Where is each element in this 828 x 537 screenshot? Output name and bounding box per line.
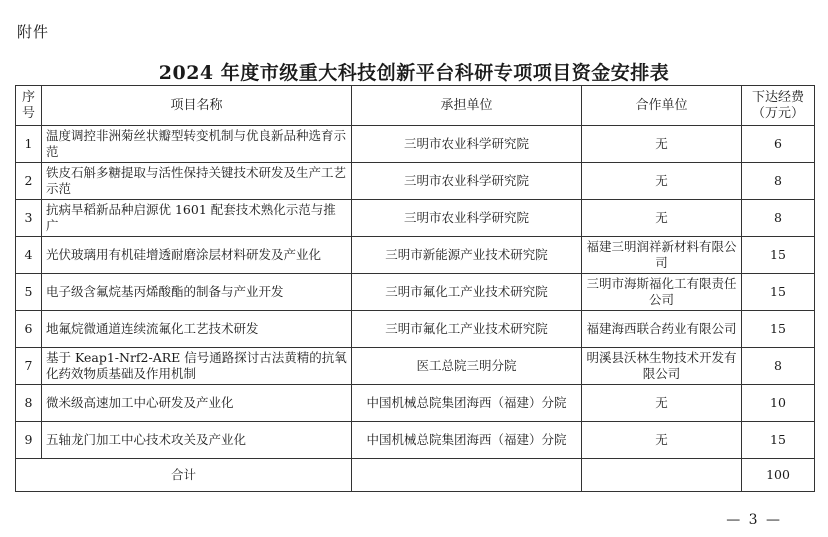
cell-partner: 福建海西联合药业有限公司 xyxy=(582,311,742,348)
cell-undertaker: 三明市新能源产业技术研究院 xyxy=(352,237,582,274)
cell-name: 电子级含氟烷基丙烯酸酯的制备与产业开发 xyxy=(42,274,352,311)
total-empty-cell xyxy=(582,459,742,492)
header-undertaker: 承担单位 xyxy=(352,86,582,126)
cell-undertaker: 三明市氟化工产业技术研究院 xyxy=(352,274,582,311)
cell-undertaker: 医工总院三明分院 xyxy=(352,348,582,385)
cell-no: 7 xyxy=(16,348,42,385)
cell-funding: 10 xyxy=(742,385,815,422)
attachment-label: 附件 xyxy=(17,23,50,41)
cell-funding: 15 xyxy=(742,311,815,348)
header-name: 项目名称 xyxy=(42,86,352,126)
cell-no: 5 xyxy=(16,274,42,311)
cell-undertaker: 中国机械总院集团海西（福建）分院 xyxy=(352,422,582,459)
cell-partner: 无 xyxy=(582,385,742,422)
cell-name: 抗病旱稻新品种启源优 1601 配套技术熟化示范与推广 xyxy=(42,200,352,237)
cell-no: 3 xyxy=(16,200,42,237)
cell-funding: 15 xyxy=(742,274,815,311)
total-empty-cell xyxy=(352,459,582,492)
cell-undertaker: 中国机械总院集团海西（福建）分院 xyxy=(352,385,582,422)
table-row xyxy=(16,385,815,422)
cell-partner: 无 xyxy=(582,126,742,163)
cell-name: 微米级高速加工中心研发及产业化 xyxy=(42,385,352,422)
table-row xyxy=(16,237,815,274)
cell-funding: 8 xyxy=(742,200,815,237)
cell-no: 2 xyxy=(16,163,42,200)
header-partner: 合作单位 xyxy=(582,86,742,126)
table-row xyxy=(16,422,815,459)
cell-funding: 15 xyxy=(742,422,815,459)
cell-partner: 明溪县沃林生物技术开发有限公司 xyxy=(582,348,742,385)
cell-no: 1 xyxy=(16,126,42,163)
table-row xyxy=(16,348,815,385)
cell-no: 8 xyxy=(16,385,42,422)
cell-name: 基于 Keap1-Nrf2-ARE 信号通路探讨古法黄精的抗氧化药效物质基础及作用机制 xyxy=(42,348,352,385)
cell-undertaker: 三明市农业科学研究院 xyxy=(352,126,582,163)
header-row xyxy=(16,86,815,126)
page-title: 2024 年度市级重大科技创新平台科研专项项目资金安排表 xyxy=(158,62,670,84)
cell-funding: 8 xyxy=(742,348,815,385)
funding-table xyxy=(15,85,815,492)
cell-partner: 三明市海斯福化工有限责任公司 xyxy=(582,274,742,311)
page-number: — 3 — xyxy=(726,512,782,528)
cell-name: 地氟烷微通道连续流氟化工艺技术研发 xyxy=(42,311,352,348)
cell-funding: 6 xyxy=(742,126,815,163)
cell-undertaker: 三明市氟化工产业技术研究院 xyxy=(352,311,582,348)
cell-funding: 15 xyxy=(742,237,815,274)
cell-partner: 无 xyxy=(582,422,742,459)
cell-undertaker: 三明市农业科学研究院 xyxy=(352,200,582,237)
cell-name: 光伏玻璃用有机硅增透耐磨涂层材料研发及产业化 xyxy=(42,237,352,274)
table-row xyxy=(16,274,815,311)
cell-partner: 无 xyxy=(582,200,742,237)
table-row xyxy=(16,311,815,348)
header-funding: 下达经费（万元） xyxy=(742,86,815,126)
total-row xyxy=(16,459,815,492)
cell-funding: 8 xyxy=(742,163,815,200)
cell-name: 五轴龙门加工中心技术攻关及产业化 xyxy=(42,422,352,459)
cell-no: 4 xyxy=(16,237,42,274)
total-label: 合计 xyxy=(16,459,352,492)
cell-no: 6 xyxy=(16,311,42,348)
cell-name: 温度调控非洲菊丝状瓣型转变机制与优良新品种选育示范 xyxy=(42,126,352,163)
cell-undertaker: 三明市农业科学研究院 xyxy=(352,163,582,200)
header-no: 序号 xyxy=(16,86,42,126)
cell-partner: 无 xyxy=(582,163,742,200)
cell-name: 铁皮石斛多糖提取与活性保持关键技术研发及生产工艺示范 xyxy=(42,163,352,200)
table-row xyxy=(16,126,815,163)
table-row xyxy=(16,200,815,237)
table-row xyxy=(16,163,815,200)
cell-no: 9 xyxy=(16,422,42,459)
cell-partner: 福建三明润祥新材料有限公司 xyxy=(582,237,742,274)
total-funding: 100 xyxy=(742,459,815,492)
